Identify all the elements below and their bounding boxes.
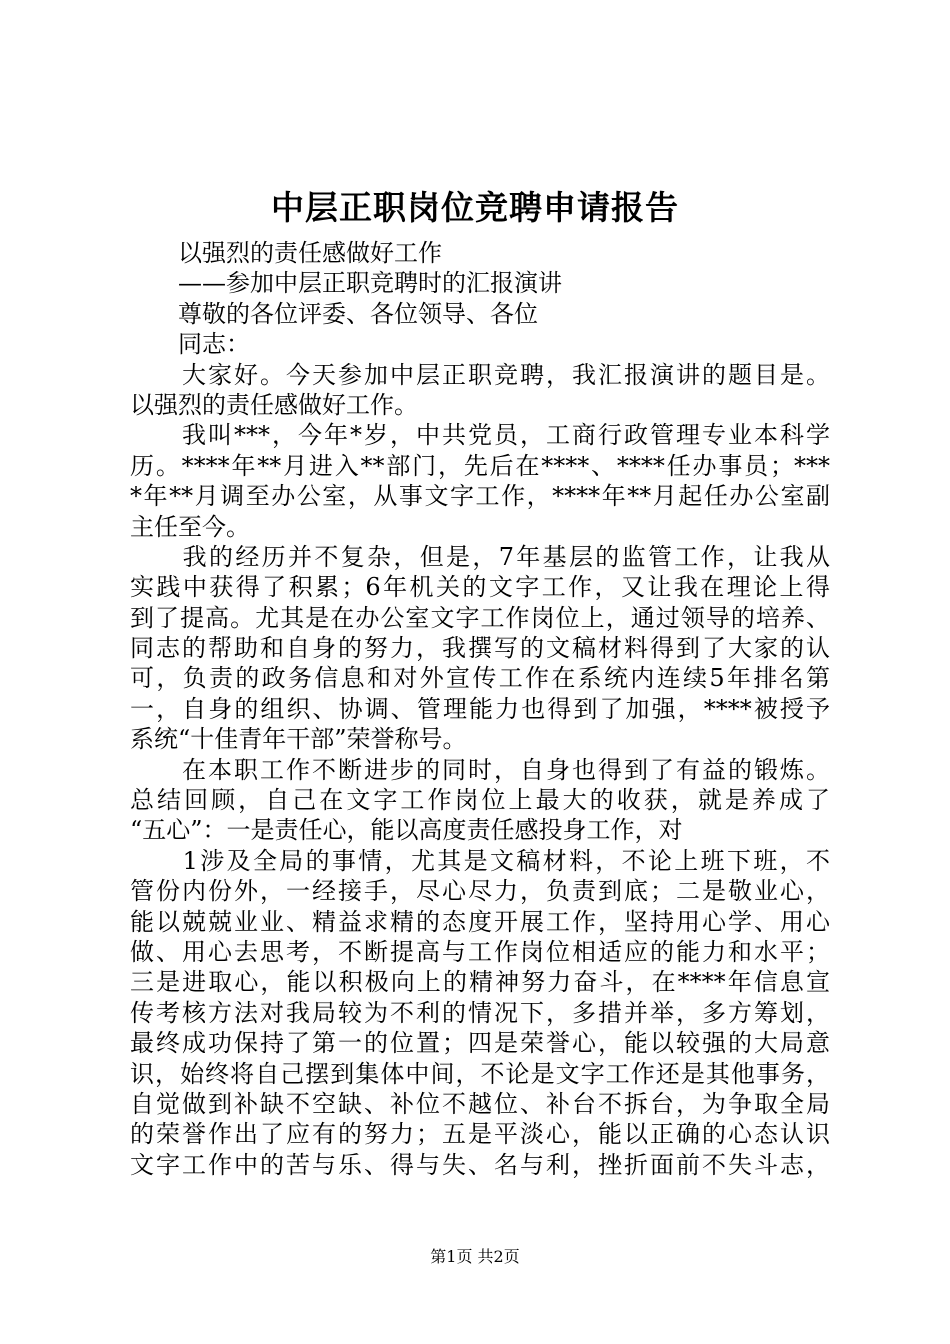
body-line: 实践中获得了积累；6年机关的文字工作，又让我在理论上得 bbox=[130, 573, 830, 602]
body-line: 管份内份外，一经接手，尽心尽力，负责到底；二是敬业心， bbox=[130, 877, 830, 906]
body-line: 1涉及全局的事情，尤其是文稿材料，不论上班下班，不 bbox=[130, 846, 830, 875]
body-line: 做、用心去思考，不断提高与工作岗位相适应的能力和水平； bbox=[130, 937, 830, 966]
body-line: 的荣誉作出了应有的努力；五是平淡心，能以正确的心态认识 bbox=[130, 1120, 830, 1149]
body-line: 文字工作中的苦与乐、得与失、名与利，挫折面前不失斗志， bbox=[130, 1150, 830, 1179]
body-line: “五心”：一是责任心，能以高度责任感投身工作，对 bbox=[130, 816, 683, 845]
page-footer: 第1页 共2页 bbox=[430, 1247, 520, 1266]
body-line: 以强烈的责任感做好工作 bbox=[130, 239, 442, 267]
body-line: 在本职工作不断进步的同时，自身也得到了有益的锻炼。 bbox=[130, 755, 830, 784]
body-line: 到了提高。尤其是在办公室文字工作岗位上，通过领导的培养、 bbox=[130, 603, 830, 632]
body-line: 可，负责的政务信息和对外宣传工作在系统内连续5年排名第 bbox=[130, 664, 830, 693]
body-line: ——参加中层正职竞聘时的汇报演讲 bbox=[130, 269, 562, 298]
body-line: 主任至今。 bbox=[130, 512, 250, 541]
body-line: 以强烈的责任感做好工作。 bbox=[130, 390, 418, 419]
body-line: 大家好。今天参加中层正职竞聘，我汇报演讲的题目是。 bbox=[130, 360, 830, 389]
body-line: 一，自身的组织、协调、管理能力也得到了加强，****被授予 bbox=[130, 694, 830, 723]
body-line: 能以兢兢业业、精益求精的态度开展工作，坚持用心学、用心 bbox=[130, 907, 830, 936]
document-body bbox=[130, 238, 830, 1180]
body-line: 同志： bbox=[130, 330, 250, 359]
body-line: *年**月调至办公室，从事文字工作，****年**月起任办公室副 bbox=[130, 482, 830, 511]
body-line: 最终成功保持了第一的位置；四是荣誉心，能以较强的大局意 bbox=[130, 1029, 830, 1058]
body-line: 传考核方法对我局较为不利的情况下，多措并举，多方筹划， bbox=[130, 998, 830, 1027]
body-line: 历。****年**月进入**部门，先后在****、****任办事员；*** bbox=[130, 451, 830, 480]
body-line: 三是进取心，能以积极向上的精神努力奋斗，在****年信息宣 bbox=[130, 968, 830, 997]
body-line: 识，始终将自己摆到集体中间，不论是文字工作还是其他事务， bbox=[130, 1059, 830, 1088]
body-line: 总结回顾，自己在文字工作岗位上最大的收获，就是养成了 bbox=[130, 786, 830, 815]
body-line: 我叫***，今年*岁，中共党员，工商行政管理专业本科学 bbox=[130, 421, 830, 450]
body-line: 同志的帮助和自身的努力，我撰写的文稿材料得到了大家的认 bbox=[130, 634, 830, 663]
body-line: 我的经历并不复杂，但是，7年基层的监管工作，让我从 bbox=[130, 542, 830, 571]
body-line: 自觉做到补缺不空缺、补位不越位、补台不拆台，为争取全局 bbox=[130, 1089, 830, 1118]
body-line: 系统“十佳青年干部”荣誉称号。 bbox=[130, 725, 467, 754]
body-line: 尊敬的各位评委、各位领导、各位 bbox=[130, 299, 538, 328]
document-title: 中层正职岗位竞聘申请报告 bbox=[271, 188, 679, 227]
